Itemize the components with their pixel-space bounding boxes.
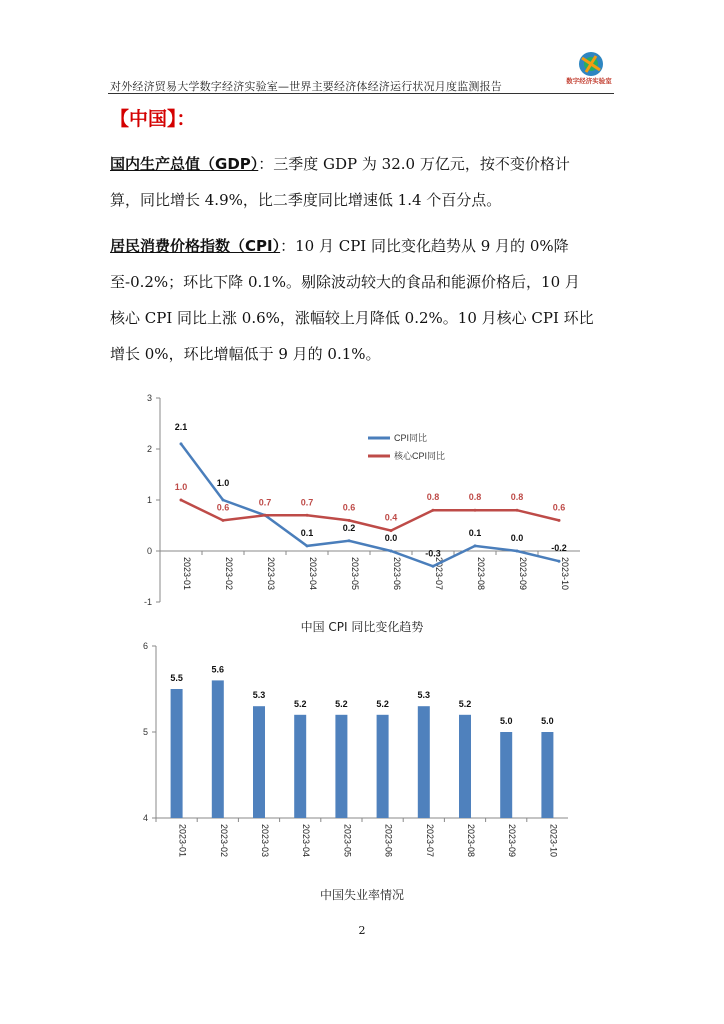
header-divider <box>108 93 614 94</box>
unemployment-bar <box>212 680 224 818</box>
unemployment-bar <box>459 715 471 818</box>
unemployment-data-label: 5.6 <box>211 664 225 675</box>
core-cpi-yoy-data-label: 0.7 <box>300 497 314 508</box>
y-tick-label: 2 <box>146 444 152 454</box>
cpi-yoy-point <box>558 560 561 563</box>
y-tick-label: 6 <box>142 641 148 651</box>
unemployment-data-label: 5.0 <box>541 716 554 726</box>
cpi-yoy-point <box>474 544 477 547</box>
lab-logo-icon <box>562 48 620 92</box>
unemployment-chart-title: 中国失业率情况 <box>319 888 404 902</box>
report-header: 对外经济贸易大学数字经济实验室—世界主要经济体经济运行状况月度监测报告 <box>110 80 502 93</box>
logo-label: 数字经济实验室 <box>566 77 612 85</box>
unemployment-bar <box>541 732 553 818</box>
cpi-lead: 居民消费价格指数（CPI） <box>110 237 281 255</box>
unemployment-bar <box>418 706 430 818</box>
cpi-yoy-point <box>432 565 435 568</box>
core-cpi-yoy-point <box>264 514 267 517</box>
x-tick-label: 2023-08 <box>466 824 476 858</box>
y-tick-label: 5 <box>142 727 148 737</box>
cpi-yoy-point <box>180 442 183 445</box>
unemployment-bar-chart <box>120 638 600 868</box>
x-tick-label: 2023-02 <box>218 824 229 858</box>
gdp-paragraph <box>110 146 620 218</box>
cpi-line2: 至-0.2%；环比下降 0.1%。剔除波动较大的食品和能源价格后，10 月 <box>110 273 580 291</box>
unemployment-bar <box>335 715 347 818</box>
core-cpi-yoy-point <box>306 514 309 517</box>
unemployment-bar <box>171 689 183 818</box>
section-title: 【中国】： <box>110 108 196 130</box>
cpi-yoy-line <box>181 444 559 566</box>
cpi-yoy-point <box>348 539 351 542</box>
cpi-yoy-data-label: 0.2 <box>342 522 356 533</box>
x-tick-label: 2023-05 <box>342 824 353 858</box>
unemployment-data-label: 5.0 <box>499 716 513 726</box>
cpi-yoy-data-label: 0.0 <box>510 533 524 543</box>
gdp-line1: ：三季度 GDP 为 32.0 万亿元，按不变价格计 <box>258 155 570 173</box>
unemployment-bar <box>294 715 306 818</box>
y-tick-label: 4 <box>142 813 148 823</box>
x-tick-label: 2023-05 <box>350 557 360 591</box>
core-cpi-yoy-point <box>390 529 393 532</box>
x-tick-label: 2023-07 <box>424 824 435 858</box>
core-cpi-yoy-point <box>348 519 351 522</box>
unemployment-data-label: 5.3 <box>252 690 266 701</box>
y-tick-label: 3 <box>146 393 152 403</box>
unemployment-data-label: 5.2 <box>293 698 307 709</box>
core-cpi-yoy-data-label: 0.8 <box>510 492 524 503</box>
x-tick-label: 2023-09 <box>518 557 528 591</box>
x-tick-label: 2023-01 <box>177 824 188 858</box>
core-cpi-yoy-data-label: 0.8 <box>468 492 482 503</box>
y-tick-label: 0 <box>146 546 152 556</box>
cpi-paragraph <box>110 228 620 372</box>
gdp-line2: 算，同比增长 4.9%，比二季度同比增速低 1.4 个百分点。 <box>110 191 502 209</box>
core-cpi-yoy-point <box>432 509 435 512</box>
page-number: 2 <box>358 924 366 937</box>
x-tick-label: 2023-04 <box>308 557 318 591</box>
cpi-yoy-data-label: -0.3 <box>425 548 441 559</box>
cpi-yoy-data-label: -0.2 <box>551 543 567 554</box>
legend-label-core-cpi: 核心CPI同比 <box>394 451 446 461</box>
core-cpi-yoy-data-label: 0.6 <box>552 502 566 513</box>
cpi-yoy-data-label: 0.0 <box>384 533 398 543</box>
cpi-line3: 核心 CPI 同比上涨 0.6%，涨幅较上月降低 0.2%。10 月核心 CPI 环比 <box>110 309 594 327</box>
x-tick-label: 2023-09 <box>507 824 518 858</box>
legend-label-cpi: CPI同比 <box>394 433 428 443</box>
unemployment-bar <box>253 706 265 818</box>
core-cpi-yoy-point <box>474 509 477 512</box>
cpi-yoy-point <box>306 544 309 547</box>
core-cpi-yoy-data-label: 0.8 <box>426 492 440 503</box>
core-cpi-yoy-point <box>222 519 225 522</box>
unemployment-data-label: 5.2 <box>458 698 472 709</box>
cpi-line-chart <box>120 388 600 608</box>
unemployment-bar <box>377 715 389 818</box>
unemployment-bar <box>500 732 512 818</box>
cpi-line4: 增长 0%，环比增幅低于 9 月的 0.1%。 <box>110 345 381 363</box>
x-tick-label: 2023-01 <box>182 557 192 591</box>
x-tick-label: 2023-07 <box>434 557 444 591</box>
x-tick-label: 2023-03 <box>260 824 270 858</box>
cpi-yoy-data-label: 2.1 <box>174 421 188 432</box>
cpi-yoy-point <box>516 550 519 553</box>
core-cpi-yoy-data-label: 0.4 <box>384 512 398 523</box>
cpi-line1: ：10 月 CPI 同比变化趋势从 9 月的 0%降 <box>280 237 569 255</box>
core-cpi-yoy-data-label: 1.0 <box>174 482 188 492</box>
x-tick-label: 2023-04 <box>301 824 312 858</box>
cpi-yoy-data-label: 1.0 <box>216 478 230 488</box>
unemployment-data-label: 5.2 <box>335 698 348 709</box>
core-cpi-yoy-data-label: 0.6 <box>342 502 356 513</box>
core-cpi-yoy-point <box>180 499 183 502</box>
unemployment-data-label: 5.3 <box>417 690 431 701</box>
y-tick-label: 1 <box>146 495 152 505</box>
cpi-chart-title: 中国 CPI 同比变化趋势 <box>300 620 424 634</box>
cpi-yoy-point <box>390 550 393 553</box>
x-tick-label: 2023-08 <box>476 557 486 591</box>
core-cpi-yoy-point <box>558 519 561 522</box>
core-cpi-yoy-data-label: 0.6 <box>216 502 230 513</box>
core-cpi-yoy-point <box>516 509 519 512</box>
x-tick-label: 2023-10 <box>560 557 570 591</box>
x-tick-label: 2023-10 <box>548 824 559 858</box>
unemployment-data-label: 5.5 <box>170 673 183 683</box>
x-tick-label: 2023-03 <box>266 557 276 591</box>
cpi-yoy-point <box>222 499 225 502</box>
x-tick-label: 2023-02 <box>224 557 234 591</box>
y-tick-label: -1 <box>143 597 152 607</box>
cpi-yoy-data-label: 0.1 <box>468 527 482 538</box>
gdp-lead: 国内生产总值（GDP） <box>110 155 259 173</box>
core-cpi-yoy-data-label: 0.7 <box>258 497 272 508</box>
x-tick-label: 2023-06 <box>392 557 402 591</box>
unemployment-data-label: 5.2 <box>376 698 389 709</box>
x-tick-label: 2023-06 <box>383 824 394 858</box>
cpi-yoy-data-label: 0.1 <box>300 527 314 538</box>
